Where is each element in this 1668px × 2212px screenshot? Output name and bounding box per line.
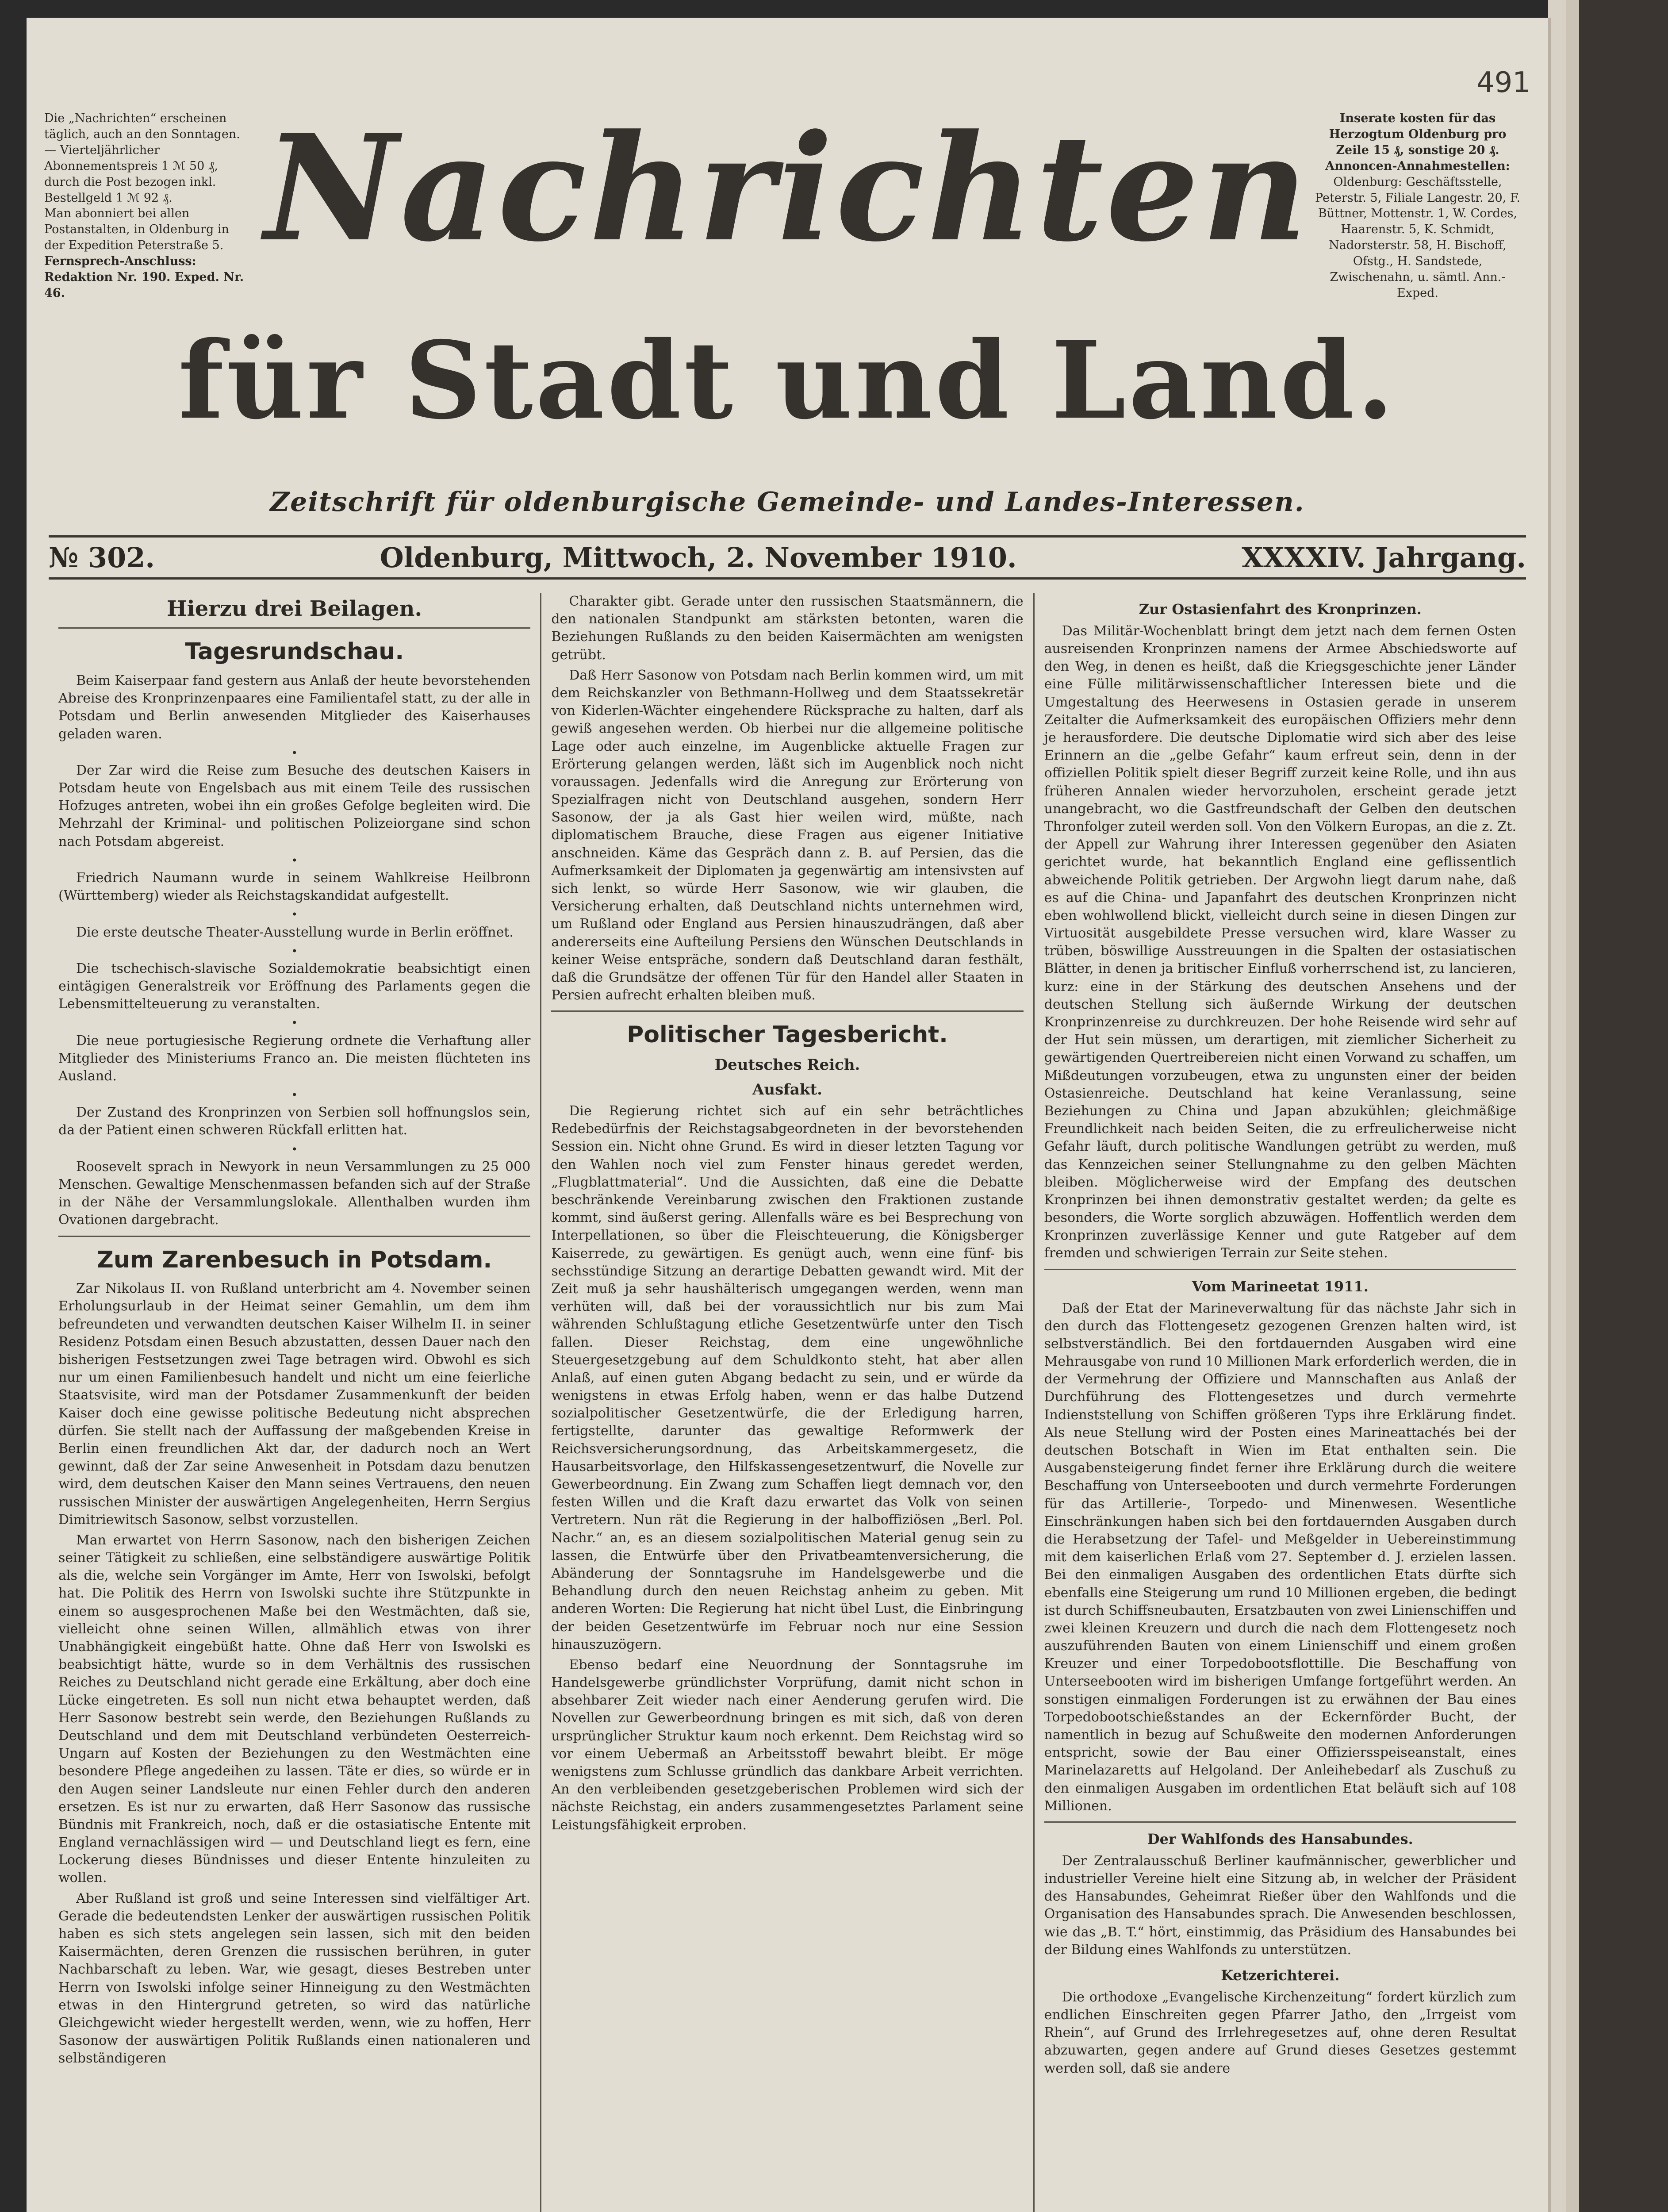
article-paragraph: Die erste deutsche Theater-Ausstellung wurde in Berlin eröffnet. [76,924,514,940]
article-paragraph: Beim Kaiserpaar fand gestern aus Anlaß der heute bevorstehenden Abreise des Kronprinzenpaares eine Familientafel statt, zu der alle in Potsdam und Berlin anwesenden Mitglieder des Kaiserhauses geladen waren. [58,672,531,742]
article-paragraph: Der Zustand des Kronprinzen von Serbien soll hoffnungslos sein, da der Patient einen schweren Rückfall erlitten hat. [58,1105,531,1138]
section-title: Tagesrundschau. [185,638,404,665]
separator: • [291,945,298,957]
issue-number: № 302. [49,541,155,574]
article-paragraph: Daß Herr Sasonow von Potsdam nach Berlin kommen wird, um mit dem Reichskanzler von Bethmann-Hollweg und dem Staatssekretär von Kiderlen-Wächter eingehendere Rücksprache zu halten, darf als gewiß angesehen werden. Ob hierbei nur die allgemeine politische Lage oder auch einzelne, im Augenblicke aktuelle Fragen zur Erörterung gelangen werden, läßt sich im Augenblick noch nicht voraussagen. Jedenfalls wird die Anregung zur Erörterung von Spezialfragen nicht von Deutschland ausgehen, sondern Herr Sasonow, der ja als Gast hier weilen wird, müßte, nach diplomatischem Brauche, diese Fragen aus eigener Initiative anschneiden. Käme das Gespräch dann z. B. auf Persien, das die Aufmerksamkeit der Diplomaten ja gegenwärtig am intensivsten auf sich lenkt, so würde Herr Sasonow, wie wir glauben, die Versicherung erhalten, daß Deutschland nichts unternehmen wird, um Rußland oder England aus Persien hinauszudrängen, daß aber andererseits eine Aufteilung Persiens den Wünschen Deutschlands in keiner Weise entspräche, sondern daß Deutschland daran festhält, daß die Grundsätze der offenen Tür für den Handel aller Staaten in Persien aufrecht erhalten bleiben muß. [551,667,1024,1003]
column-1 [49,593,540,2212]
divider [1044,1821,1516,1823]
dateline [49,535,1526,580]
page-number: 491 [1476,66,1530,99]
masthead-title-line1: Nachrichten [264,102,1311,274]
article-subsubhead: Ausfakt. [752,1080,822,1098]
newspaper-page [27,18,1551,2212]
divider [551,1010,1023,1012]
separator: • [291,1017,298,1029]
article-paragraph: Zar Nikolaus II. von Rußland unterbricht am 4. November seinen Erholungsurlaub in der Heimat seiner Gemahlin, um dem ihm befreundeten und verwandten deutschen Kaiser Wilhelm II. in seiner Residenz Potsdam einen Besuch abzustatten, dessen Dauer nach den bisherigen Festsetzungen zwei Tage betragen wird. Obwohl es sich nur um einen Familienbesuch handelt und nicht um eine feierliche Staatsvisite, wird man der Potsdamer Zusammenkunft der beiden Kaiser doch eine gewisse politische Bedeutung nicht absprechen dürfen. Sie stellt nach der Auffassung der maßgebenden Kreise in Berlin einen freundlichen Akt dar, der dadurch noch an Wert gewinnt, daß der Zar seine Anwesenheit in Potsdam dazu benutzen wird, dem deutschen Kaiser den Mann seines Vertrauens, den neuen russischen Minister der auswärtigen Angelegenheiten, Herrn Sergius Dimitriewitsch Sasonow, selbst vorzustellen. [58,1281,531,1528]
article-paragraph: Die neue portugiesische Regierung ordnete die Verhaftung aller Mitglieder des Ministeriums Franco an. Die meisten flüchteten ins Ausland. [58,1033,531,1084]
columns [49,593,1526,2212]
article-headline: Zur Ostasienfahrt des Kronprinzen. [1139,601,1422,618]
article-paragraph: Das Militär-Wochenblatt bringt dem jetzt nach dem fernen Osten ausreisenden Kronprinzen namens der Armee Abschiedsworte auf den Weg, in denen es heißt, daß die Kriegsgeschichte jener Länder eine Fülle militärwissenschaftlicher Interessen biete und die Umgestaltung des Heerwesens in Ostasien gerade in unserem Zeitalter die Aufmerksamkeit des europäischen Offiziers mehr denn je herausfordere. Die deutsche Diplomatie wird sich aber des leise Erinnern an die „gelbe Gefahr“ kaum erfreut sein, denn in der offiziellen Politik spielt dieser Begriff zurzeit keine Rolle, und ihn aus früheren Annalen wieder hervorzuholen, erscheint gerade jetzt unangebracht, wo die Gastfreundschaft der Gelben den deutschen Thronfolger zuteil werden soll. Von den Völkern Europas, an die z. Zt. der Appell zur Wahrung ihrer Interessen gegenüber den Asiaten gerichtet wurde, hat bekanntlich England eine geflissentlich abweichende Politik getrieben. Der Argwohn liegt darum nahe, daß es auf die China- und Japanfahrt des deutschen Kronprinzen nicht eben wohlwollend blickt, vielleicht durch seine in diesen Dingen zur Virtuosität ausgebildete Presse versuchen wird, klare Wasser zu trüben, böswillige Ausstreuungen in die Spalten der ostasiatischen Blätter, in denen ja britischer Einfluß vorherrschend ist, zu lancieren, kurz: eine in der Stärkung des deutschen Ansehens und der deutschen Stellung sich äußernde Wirkung der deutschen Kronprinzenreise zu durchkreuzen. Der hohe Reisende wird sehr auf der Hut sein müssen, um derartigen, mit ziemlicher Sicherheit zu gewärtigenden Quertreibereien nicht einen Vorwand zu schaffen, um Mißdeutungen vorzubeugen, etwa zu ungunsten einer der beiden Ostasienreiche. Deutschland hat keine Veranlassung, seine Beziehungen zu China und Japan abzukühlen; gleichmäßige Freundlichkeit nach beiden Seiten, die zu erfreulicherweise nicht Gefahr läuft, durch politische Wandlungen getrübt zu werden, muß das Kennzeichen seiner Stellungnahme zu den gelben Mächten bleiben. Möglicherweise wird der Empfang des deutschen Kronprinzen bei ihnen demonstrativ gestaltet werden; da gelte es besonders, die Worte sorglich abzuwägen. Hoffentlich werden dem Kronprinzen zuverlässige Kenner und gute Ratgeber auf dem fremden und schwierigen Terrain zur Seite stehen. [1044,623,1516,1261]
page-edge-shadow [1579,0,1668,2212]
separator: • [291,1143,298,1156]
separator: • [291,908,298,921]
article-headline: Der Wahlfonds des Hansabundes. [1147,1830,1413,1847]
article-paragraph: Ebenso bedarf eine Neuordnung der Sonntagsruhe im Handelsgewerbe gründlichster Vorprüfung, damit nicht schon in absehbarer Zeit wieder nach einer Aenderung gerufen wird. Die Novellen zur Gewerbeordnung bringen es mit sich, daß von deren ursprünglicher Struktur kaum noch erkennt. Dem Reichstag wird so vor einem Uebermaß an Arbeitsstoff bewahrt bleibt. Er möge wenigstens zum Schlusse gründlich das dankbare Arbeit verrichten. An den verbleibenden gesetzgeberischen Problemen wird sich der nächste Reichstag, ein anders zusammengesetztes Parlament seine Leistungsfähigkeit erproben. [551,1657,1024,1833]
issue-date: Oldenburg, Mittwoch, 2. November 1910. [380,541,1017,574]
article-paragraph: Daß der Etat der Marineverwaltung für das nächste Jahr sich in den durch das Flottengesetz gezogenen Grenzen halten wird, ist selbstverständlich. Bei den fortdauernden Ausgaben wird eine Mehrausgabe von rund 10 Millionen Mark erforderlich werden, die in der Vermehrung der Offiziere und Mannschaften aus Anlaß der Durchführung des Flottengesetzes und durch vermehrte Indienststellung von Schiffen größeren Typs ihre Erklärung findet. Als neue Stellung wird der Posten eines Marineattachés bei der deutschen Botschaft in Wien im Etat enthalten sein. Die Ausgabensteigerung findet ferner ihre Erklärung durch die weitere Beschaffung von Unterseebooten und durch vermehrte Forderungen für das Artillerie-, Torpedo- und Minenwesen. Wesentliche Einschränkungen haben sich bei den fortdauernden Ausgaben durch die Herabsetzung der Tafel- und Meßgelder in Uebereinstimmung mit dem kaiserlichen Erlaß vom 27. September d. J. erzielen lassen. Bei den einmaligen Ausgaben des ordentlichen Etats dürfte sich ebenfalls eine Steigerung um rund 10 Millionen ergeben, die bedingt ist durch Schiffsneubauten, Ersatzbauten von zwei Linienschiffen und zwei kleinen Kreuzern und durch die nach dem Flottengesetz noch auszuführenden Bauten von einem Linienschiff und einem großen Kreuzer und einer Torpedobootsflottille. Die Beschaffung von Unterseebooten wird im bisherigen Umfange fortgeführt werden. An sonstigen einmaligen Forderungen ist zu erwähnen der Bau eines Torpedobootschießstandes an der Eckernförder Bucht, der namentlich in bezug auf Schußweite den modernen Anforderungen entspricht, sowie der Bau einer Offiziersspeiseanstalt, eines Marinelazaretts auf Helgoland. Der Anleihebedarf als Zuschuß zu den einmaligen Ausgaben im ordentlichen Etat beläuft sich auf 108 Millionen. [1044,1300,1516,1814]
supplement-notice: Hierzu drei Beilagen. [58,593,530,629]
page-edge [1566,0,1579,2212]
article-paragraph: Friedrich Naumann wurde in seinem Wahlkreise Heilbronn (Württemberg) wieder als Reichstagskandidat aufgestellt. [58,870,531,904]
column-2 [540,593,1033,2212]
article-paragraph: Die tschechisch-slavische Sozialdemokratie beabsichtigt einen eintägigen Generalstreik vor Eröffnung des Parlaments gegen die Lebensmittelteuerung zu veranstalten. [58,960,531,1012]
masthead-title-line2: für Stadt und Land. [178,318,1397,443]
separator: • [291,854,298,867]
ad-prices: Inserate kosten für das Herzogtum Oldenburg pro Zeile 15 ₰, sonstige 20 ₰. [1329,111,1507,157]
divider [58,1236,530,1237]
article-paragraph: Der Zentralausschuß Berliner kaufmännischer, gewerblicher und industrieller Vereine hielt eine Sitzung ab, in welcher der Präsident des Hansabundes, Geheimrat Rießer über den Wahlfonds und die Organisation des Hansabundes sprach. Die Anwesenden beschlossen, wie das „B. T.“ hört, einstimmig, das Präsidium des Hansabundes bei der Bildung eines Wahlfonds zu unterstützen. [1044,1853,1516,1958]
advertising-info [1314,111,1522,301]
article-paragraph: Die Regierung richtet sich auf ein sehr beträchtliches Redebedürfnis der Reichstagsabgeordneten in der bevorstehenden Session ein. Nicht ohne Grund. Es wird in dieser letzten Tagung vor den Wahlen noch viel zum Fenster hinaus geredet werden, „Flugblattmaterial“. Und die Aussichten, daß eine die Debatte beschränkende Vereinbarung zwischen den Fraktionen zustande kommt, sind äußerst gering. Allenfalls wäre es bei Besprechung von Interpellationen, so über die Fleischteuerung, die Königsberger Kaiserrede, zu gewärtigen. Es genügt auch, wenn eine fünf- bis sechsstündige Sitzung an derartige Debatten gewandt wird. Mit der Zeit muß ja sehr haushälterisch umgegangen werden, wenn man verhüten will, daß bei der voraussichtlich nur bis zum Mai währenden Schlußtagung etliche Gesetzentwürfe unter den Tisch fallen. Dieser Reichstag, dem eine ungewöhnliche Steuergesetzgebung auf dem Schuldkonto steht, hat aber allen Anlaß, auf einen guten Abgang bedacht zu sein, und er würde da wenigstens in etwas Erfolg haben, wenn er das halbe Dutzend sozialpolitischer Gesetzentwürfe, die der Erledigung harren, fertigstellte, darunter das gewaltige Reformwerk der Reichsversicherungsordnung, das Arbeitskammergesetz, die Hausarbeitsvorlage, den Hilfskassengesetzentwurf, die Novelle zur Gewerbeordnung. Ein Zwang zum Schaffen liegt demnach vor, den festen Willen und die Kraft dazu erwartet das Volk von seinen Vertretern. Nun rät die Regierung in der halboffiziösen „Berl. Pol. Nachr.“ an, es an diesem sozialpolitischen Material genug sein zu lassen, die Entwürfe über den Privatbeamtenversicherung, die Abänderung der Sonntagsruhe im Handelsgewerbe und die Behandlung durch den neuen Reichstag anheim zu geben. Mit anderen Worten: Die Regierung hat nicht übel Lust, die Einbringung der beiden Gesetzentwürfe im Februar noch nur eine Session hinauszuzögern. [551,1103,1024,1652]
article-paragraph: Charakter gibt. Gerade unter den russischen Staatsmännern, die den nationalen Standpunkt am stärksten betonten, waren die Beziehungen Rußlands zu den beiden Kaisermächten am wenigsten getrübt. [551,594,1024,663]
column-3 [1033,593,1526,2212]
article-paragraph: Man erwartet von Herrn Sasonow, nach den bisherigen Zeichen seiner Tätigkeit zu schließen, eine selbständigere auswärtige Politik als die, welche sein Vorgänger im Amte, Herr von Iswolski, befolgt hat. Die Politik des Herrn von Iswolski suchte ihre Stützpunkte in einem so ausgesprochenen Maße bei den Westmächten, daß sie, vielleicht ohne seinen Willen, allmählich etwas von ihrer Unabhängigkeit eingebüßt hatte. Ohne daß Herr von Iswolski es beabsichtigt hätte, wurde so in dem Verhältnis des russischen Reiches zu Deutschland nicht gerade eine Erkältung, aber doch eine Lücke eingetreten. Es soll nun nicht etwa behauptet werden, daß Herr Sasonow bestrebt sein werde, den Beziehungen Rußlands zu Deutschland und dem mit Deutschland verbündeten Oesterreich-Ungarn auf Kosten der Beziehungen zu den Westmächten eine besondere Pflege angedeihen zu lassen. Täte er dies, so würde er in den Augen seiner Landsleute nur einen Fehler durch den anderen ersetzen. Es ist nur zu erwarten, daß Herr Sasonow das russische Bündnis mit Frankreich, noch, daß er die ostasiatische Entente mit England vernachlässigen wird — und Deutschland liegt es fern, eine Lockerung dieses Bündnisses und dieser Entente hinzuleiten zu wollen. [58,1532,531,1886]
volume: XXXXIV. Jahrgang. [1242,541,1526,574]
subscription-text: Die „Nachrichten“ erscheinen täglich, auch an den Sonntagen. — Vierteljährlicher Abonnementspreis 1 ℳ 50 ₰, durch die Post bezogen inkl. Bestellgeld 1 ℳ 92 ₰. [44,111,240,205]
article-subhead: Deutsches Reich. [714,1056,860,1074]
masthead-subtitle: Zeitschrift für oldenburgische Gemeinde- und Landes-Interessen. [270,487,1305,518]
article-headline: Ketzerichterei. [1221,1966,1340,1984]
divider [1044,1269,1516,1270]
article-headline: Zum Zarenbesuch in Potsdam. [97,1246,492,1273]
article-paragraph: Aber Rußland ist groß und seine Interessen sind vielfältiger Art. Gerade die bedeutendsten Lenker der auswärtigen russischen Politik haben es sich stets angelegen sein lassen, sich mit den beiden Kaisermächten, deren Grenzen die russischen berühren, in guter Nachbarschaft zu leben. War, wie gesagt, dieses Bestreben unter Herrn von Iswolski infolge seiner Hinneigung zu den Westmächten etwas in den Hintergrund getreten, so wird das natürliche Gleichgewicht wieder hergestellt werden, wenn, wie zu hoffen, Herr Sasonow der auswärtigen Politik Rußlands einen nationaleren und selbständigeren [58,1890,531,2066]
article-paragraph: Roosevelt sprach in Newyork in neun Versammlungen zu 25 000 Menschen. Gewaltige Menschenmassen befanden sich auf der Straße in der Nähe der Versammlungslokale. Allenthalben wurden ihm Ovationen dargebracht. [58,1159,531,1228]
ad-offices-label: Annoncen-Annahmestellen: [1325,159,1510,173]
separator: • [291,1089,298,1102]
phone-label: Fernsprech-Anschluss: [44,254,196,269]
page-edge [1548,0,1566,2212]
subscription-where: Man abonniert bei allen Postanstalten, in Oldenburg in der Expedition Peterstraße 5. [44,207,229,253]
article-paragraph: Der Zar wird die Reise zum Besuche des deutschen Kaisers in Potsdam heute von Engelsbach aus mit einem Teile des russischen Hofzuges antreten, wobei ihn ein großes Gefolge begleiten wird. Die Mehrzahl der Kriminal- und politischen Polizeiorgane sind schon nach Potsdam abgereist. [58,762,531,849]
article-headline: Politischer Tagesbericht. [627,1022,948,1048]
phone-numbers: Redaktion Nr. 190. Exped. Nr. 46. [44,270,244,300]
ad-offices: Oldenburg: Geschäftsstelle, Peterstr. 5, Filiale Langestr. 20, F. Büttner, Mottenstr. 1, W. Cordes, Haarenstr. 5, K. Schmidt, Nadorsterstr. 58, H. Bischoff, Ofstg., H. Sandstede, Zwischenahn, u. sämtl. Ann.-Exped. [1315,175,1520,300]
separator: • [291,746,298,759]
article-headline: Vom Marineetat 1911. [1192,1278,1369,1295]
article-paragraph: Die orthodoxe „Evangelische Kirchenzeitung“ fordert kürzlich zum endlichen Einschreiten gegen Pfarrer Jatho, den „Irrgeist vom Rhein“, auf Grund des Irrlehregesetzes auf, ohne deren Resultat abzuwarten, gegen andere auf Grund dieses Gesetzes gestemmt werden soll, daß sie andere [1044,1989,1516,2076]
